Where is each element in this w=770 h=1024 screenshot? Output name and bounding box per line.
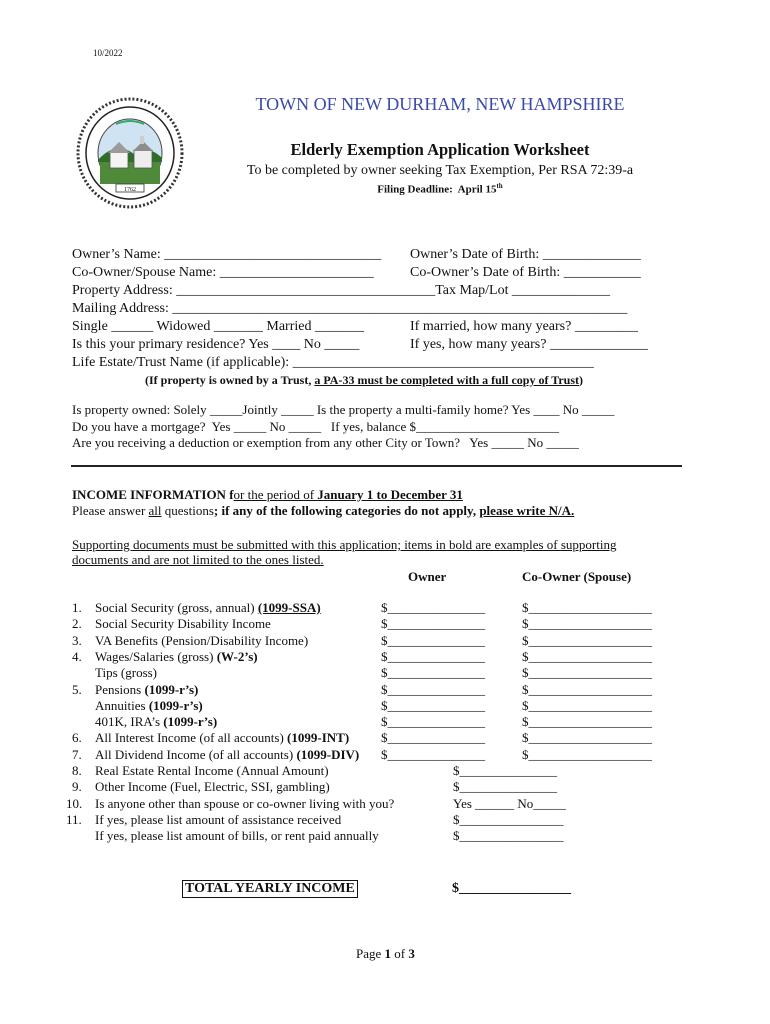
owner-column-header: Owner: [408, 569, 447, 584]
coowner-amount-field[interactable]: $___________________: [522, 697, 652, 713]
income-item-label: [95, 796, 394, 812]
income-item-label: [95, 747, 359, 763]
total-income-field[interactable]: $________________: [452, 881, 571, 896]
income-item-text: All Interest Income (of all accounts): [95, 730, 288, 746]
income-item-document: (1099-r’s): [144, 681, 199, 697]
income-item-number: 3.: [72, 632, 82, 648]
trust-note: [145, 373, 583, 388]
form-subtitle: To be completed by owner seeking Tax Exemption, Per RSA 72:39-a: [246, 163, 634, 178]
income-item-label: [95, 698, 203, 714]
document-date: 10/2022: [93, 48, 123, 58]
income-item-label: [95, 665, 157, 681]
income-item-text: If yes, please list amount of assistance received: [95, 811, 342, 827]
owner-amount-field[interactable]: $_______________: [381, 648, 485, 664]
exemption-question[interactable]: Are you receiving a deduction or exemption from any other City or Town? Yes _____ No _____: [72, 435, 579, 450]
filing-deadline: [0, 182, 770, 196]
income-item-document: (1099-SSA): [257, 600, 321, 615]
income-item-number: 11.: [66, 811, 82, 827]
income-item-number: 5.: [72, 681, 82, 697]
income-item-number: 7.: [72, 746, 82, 762]
income-heading-a: INCOME INFORMATION f: [72, 487, 234, 502]
income-item-label: [95, 812, 341, 828]
total-income-label: TOTAL YEARLY INCOME: [182, 880, 358, 898]
deadline-sup: th: [496, 182, 503, 190]
income-instruction: [72, 503, 574, 519]
income-item-text: 401K, IRA’s: [95, 714, 164, 730]
income-item-text: Real Estate Rental Income (Annual Amount): [95, 763, 329, 778]
income-item-label: [95, 730, 349, 746]
deadline-text: Filing Deadline: April 15: [377, 183, 497, 196]
page-number: [356, 946, 415, 962]
income-item-text: Other Income (Fuel, Electric, SSI, gambling): [95, 779, 330, 795]
page-current: 1: [384, 946, 392, 961]
income-item-label: [95, 714, 217, 730]
marital-status-field[interactable]: Single ______ Widowed _______ Married _______: [72, 319, 364, 334]
owner-amount-field[interactable]: $_______________: [381, 665, 485, 681]
coowner-amount-field[interactable]: $___________________: [522, 600, 652, 615]
income-item-text: Wages/Salaries (gross): [95, 648, 217, 664]
joint-amount-field[interactable]: Yes ______ No_____: [453, 795, 566, 811]
section-divider: [71, 465, 682, 467]
income-heading: [72, 487, 463, 503]
income-item-number: 2.: [72, 616, 82, 632]
coowner-amount-field[interactable]: $___________________: [522, 616, 652, 632]
income-item-document: (1099-DIV): [296, 746, 360, 762]
coowner-amount-field[interactable]: $___________________: [522, 730, 652, 746]
trust-note-b: a PA-33 must be completed with a full copy of Trust: [314, 373, 580, 387]
income-item-document: (1099-r’s): [163, 714, 218, 730]
joint-amount-field[interactable]: $________________: [453, 828, 564, 844]
coowner-name-field[interactable]: Co-Owner/Spouse Name: ______________________: [72, 265, 374, 280]
coowner-amount-field[interactable]: $___________________: [522, 632, 652, 648]
instruction-e: please write N/A.: [479, 503, 575, 518]
joint-amount-field[interactable]: $________________: [453, 811, 564, 827]
income-heading-c: January 1 to December 31: [317, 487, 463, 502]
property-address-field[interactable]: Property Address: _____________________________________Tax Map/Lot ______________: [72, 283, 610, 298]
coowner-dob-field[interactable]: Co-Owner’s Date of Birth: ___________: [410, 265, 641, 280]
income-item-text: Is anyone other than spouse or co-owner living with you?: [95, 795, 395, 811]
page-label-b: of: [391, 946, 409, 961]
joint-amount-field[interactable]: $_______________: [453, 779, 557, 795]
income-item-label: [95, 682, 198, 698]
income-item-number: 6.: [72, 730, 82, 746]
page-total: 3: [408, 946, 415, 961]
income-item-text: If yes, please list amount of bills, or rent paid annually: [95, 828, 379, 844]
income-item-number: 9.: [72, 779, 82, 795]
owner-amount-field[interactable]: $_______________: [381, 600, 485, 615]
owner-amount-field[interactable]: $_______________: [381, 697, 485, 713]
form-title: Elderly Exemption Application Worksheet: [290, 140, 590, 159]
supporting-docs-line2: documents and are not limited to the ones listed.: [72, 552, 324, 567]
coowner-amount-field[interactable]: $___________________: [522, 714, 652, 730]
owner-amount-field[interactable]: $_______________: [381, 616, 485, 632]
coowner-amount-field[interactable]: $___________________: [522, 665, 652, 681]
trust-name-field[interactable]: Life Estate/Trust Name (if applicable): ___________________________________________: [72, 355, 594, 370]
instruction-a: Please answer: [72, 503, 149, 518]
income-item-label: [95, 828, 379, 844]
mortgage-question[interactable]: Do you have a mortgage? Yes _____ No _____ If yes, balance $______________________: [72, 419, 560, 434]
instruction-c: questions: [161, 503, 214, 518]
income-item-document: (1099-INT): [287, 730, 350, 746]
income-item-number: 8.: [72, 763, 82, 778]
seal-year: 1762: [124, 187, 136, 193]
income-item-text: Tips (gross): [95, 665, 158, 681]
owner-amount-field[interactable]: $_______________: [381, 730, 485, 746]
income-item-text: Social Security (gross, annual): [95, 600, 258, 615]
income-item-text: Social Security Disability Income: [95, 616, 271, 632]
income-item-label: [95, 616, 271, 632]
married-years-field[interactable]: If married, how many years? _________: [410, 319, 638, 334]
income-item-number: 4.: [72, 648, 82, 664]
income-item-text: Annuities: [95, 697, 149, 713]
income-item-text: Pensions: [95, 681, 145, 697]
coowner-amount-field[interactable]: $___________________: [522, 746, 652, 762]
income-heading-b: or the period of: [233, 487, 318, 502]
residence-years-field[interactable]: If yes, how many years? ______________: [410, 337, 648, 352]
owner-amount-field[interactable]: $_______________: [381, 632, 485, 648]
income-item-document: (1099-r’s): [148, 697, 203, 713]
income-item-label: [95, 633, 308, 649]
mailing-address-field[interactable]: Mailing Address: _________________________________________________________________: [72, 301, 628, 316]
income-item-text: VA Benefits (Pension/Disability Income): [95, 632, 309, 648]
income-item-label: [95, 649, 258, 665]
owner-amount-field[interactable]: $_______________: [381, 714, 485, 730]
joint-amount-field[interactable]: $_______________: [453, 763, 557, 778]
owner-amount-field[interactable]: $_______________: [381, 681, 485, 697]
owner-dob-field[interactable]: Owner’s Date of Birth: ______________: [410, 247, 641, 262]
owner-name-field[interactable]: Owner’s Name: _______________________________: [72, 247, 382, 262]
trust-note-a: (If property is owned by a Trust,: [145, 373, 315, 387]
owner-amount-field[interactable]: $_______________: [381, 746, 485, 762]
ownership-question[interactable]: Is property owned: Solely _____Jointly _____ Is the property a multi-family home? Yes ____ No _____: [72, 402, 615, 417]
income-item-label: [95, 600, 321, 616]
page-label-a: Page: [356, 946, 385, 961]
primary-residence-field[interactable]: Is this your primary residence? Yes ____ No _____: [72, 337, 360, 352]
coowner-amount-field[interactable]: $___________________: [522, 648, 652, 664]
instruction-d: ; if any of the following categories do not apply,: [213, 503, 480, 518]
income-item-text: All Dividend Income (of all accounts): [95, 746, 297, 762]
income-item-label: [95, 779, 330, 795]
income-item-number: 1.: [72, 600, 82, 615]
income-item-number: 10.: [66, 795, 83, 811]
coowner-column-header: Co-Owner (Spouse): [522, 569, 632, 584]
instruction-b: all: [148, 503, 162, 518]
coowner-amount-field[interactable]: $___________________: [522, 681, 652, 697]
supporting-docs-line1: Supporting documents must be submitted with this application; items in bold are examples of supporting: [72, 537, 617, 552]
income-item-document: (W-2’s): [216, 648, 258, 664]
trust-note-c: ): [579, 373, 584, 387]
income-item-label: [95, 763, 329, 779]
town-heading: TOWN OF NEW DURHAM, NEW HAMPSHIRE: [255, 94, 625, 114]
